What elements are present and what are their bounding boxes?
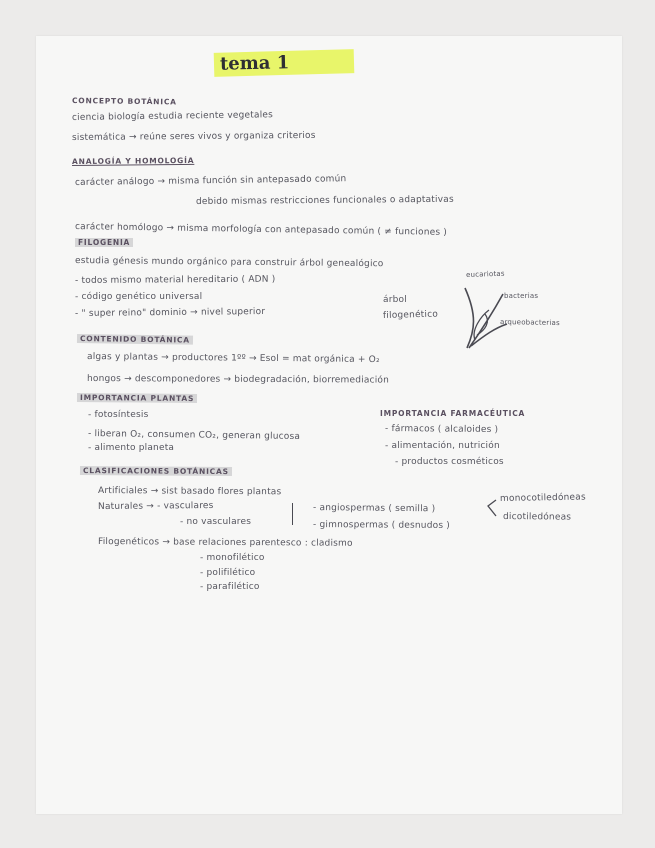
phylogenetic-tree-sketch	[455, 280, 515, 350]
section-heading-contenido: CONTENIDO BOTÁNICA	[77, 334, 193, 345]
tree-branch-arqueobacterias: arqueobacterias	[499, 318, 560, 328]
tree-branch-bacterias: bacterias	[504, 292, 539, 300]
clasif-no-vasculares: - no vasculares	[180, 517, 252, 527]
contenido-line-1: algas y plantas → productores 1ºº → Esol = mat orgánica + O₂	[86, 352, 380, 366]
clasif-filogeneticos: Filogenéticos → base relaciones parentesco : cladismo	[97, 537, 353, 549]
importancia-item-1: - fotosíntesis	[88, 410, 149, 420]
clasif-angiospermas: - angiospermas ( semilla )	[312, 503, 436, 515]
paper-sheet	[36, 36, 622, 814]
contenido-line-2: hongos → descomponedores → biodegradación, biorremediación	[86, 374, 390, 386]
section-heading-farmaceutica: IMPORTANCIA FARMACÉUTICA	[380, 409, 526, 418]
filogenetico-label: filogenético	[382, 309, 439, 321]
analogia-line-3: carácter homólogo → misma morfología con antepasado común ( ≠ funciones )	[74, 222, 448, 238]
bracket-icon	[484, 498, 498, 520]
concepto-line-1: ciencia biología estudia reciente vegetales	[71, 110, 274, 123]
filogenia-item-2: - código genético universal	[75, 292, 203, 302]
analogia-line-1: carácter análogo → misma función sin antepasado común	[74, 174, 347, 188]
importancia-item-3: - alimento planeta	[88, 443, 175, 453]
filogenia-item-1: - todos mismo material hereditario ( ADN )	[74, 274, 276, 286]
section-heading-importancia: IMPORTANCIA PLANTAS	[77, 393, 197, 403]
page-title: tema 1	[219, 52, 290, 75]
clasif-monocotiledoneas: monocotiledóneas	[499, 492, 586, 504]
farma-item-1: - fármacos ( alcaloides )	[384, 424, 499, 435]
divider-bar	[292, 503, 293, 525]
section-heading-analogia: ANALOGÍA Y HOMOLOGÍA	[71, 155, 195, 166]
clasif-gimnospermas: - gimnospermas ( desnudos )	[312, 520, 451, 531]
arbol-label: árbol	[383, 295, 407, 305]
tree-branch-eucariotas: eucariotas	[465, 269, 505, 279]
clasif-artificiales: Artificiales → sist basado flores plantas	[97, 486, 282, 498]
section-heading-concepto: CONCEPTO BOTÁNICA	[71, 96, 177, 107]
farma-item-2: - alimentación, nutrición	[385, 441, 500, 451]
farma-item-3: - productos cosméticos	[395, 457, 504, 467]
filogenia-line-1: estudia génesis mundo orgánico para construir árbol genealógico	[74, 256, 384, 270]
filogenia-item-3: - " super reino" dominio → nivel superior	[74, 307, 266, 319]
clasif-naturales: Naturales → - vasculares	[97, 500, 214, 512]
analogia-line-2: debido mismas restricciones funcionales o adaptativas	[195, 194, 454, 207]
clasif-dicotiledoneas: dicotiledóneas	[502, 512, 572, 523]
section-heading-filogenia: FILOGENIA	[75, 238, 133, 247]
section-heading-clasificaciones: CLASIFICACIONES BOTÁNICAS	[80, 466, 232, 476]
clasif-filo-item-3: - parafilético	[200, 582, 260, 592]
concepto-line-2: sistemática → reúne seres vivos y organiza criterios	[71, 130, 316, 143]
clasif-filo-item-2: - polifilético	[200, 568, 256, 578]
clasif-filo-item-1: - monofilético	[200, 553, 265, 563]
importancia-item-2: - liberan O₂, consumen CO₂, generan glucosa	[87, 429, 301, 442]
